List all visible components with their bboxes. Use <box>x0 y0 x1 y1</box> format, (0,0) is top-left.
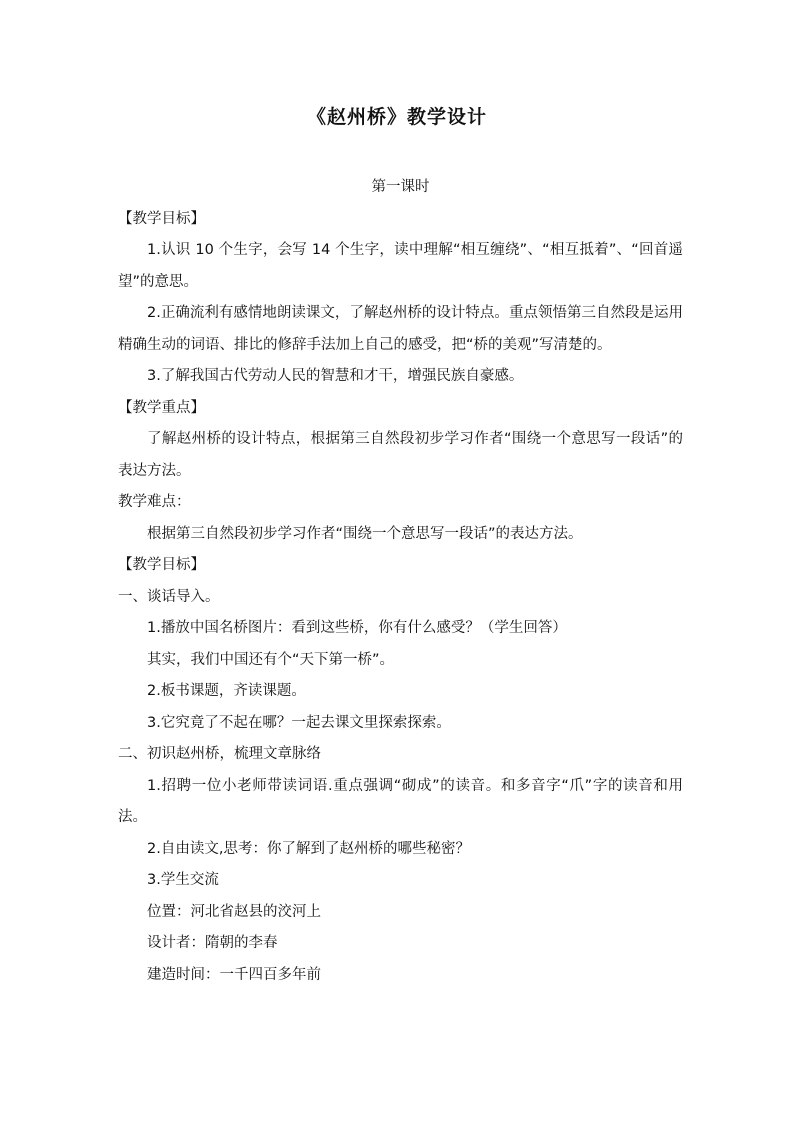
step-item: 1.招聘一位小老师带读词语.重点强调“砌成”的读音。和多音字“爪”字的读音和用法。 <box>118 777 683 825</box>
goal-item: 1.认识 10 个生字，会写 14 个生字，读中理解“相互缠绕”、“相互抵着”、“回首遥望”的意思。 <box>118 242 683 290</box>
section-heading: 二、初识赵州桥，梳理文章脉络 <box>118 746 321 762</box>
fact-designer: 设计者：隋朝的李春 <box>147 935 278 951</box>
step-item: 1.播放中国名桥图片：看到这些桥，你有什么感受？（学生回答） <box>147 620 567 636</box>
key-points-text: 了解赵州桥的设计特点，根据第三自然段初步学习作者“围绕一个意思写一段话”的表达方法。 <box>118 431 683 479</box>
fact-built-time: 建造时间：一千四百多年前 <box>147 966 321 983</box>
step-item: 2.板书课题，齐读课题。 <box>147 683 306 699</box>
document-body <box>118 172 683 991</box>
step-item: 2.自由读文,思考：你了解到了赵州桥的哪些秘密？ <box>147 840 470 857</box>
goal-item: 2.正确流利有感情地朗读课文，了解赵州桥的设计特点。重点领悟第三自然段是运用精确生动的词语、排比的修辞手法加上自己的感受，把“桥的美观”写清楚的。 <box>118 305 683 353</box>
step-item: 3.学生交流 <box>147 872 219 888</box>
fact-location: 位置：河北省赵县的洨河上 <box>147 903 321 920</box>
step-item: 3.它究竟了不起在哪？一起去课文里探索探索。 <box>147 714 451 731</box>
difficulty-heading: 教学难点： <box>118 494 191 510</box>
lesson-subtitle: 第一课时 <box>371 179 430 195</box>
step-item: 其实，我们中国还有个“天下第一桥”。 <box>147 651 395 668</box>
difficulty-text: 根据第三自然段初步学习作者“围绕一个意思写一段话”的表达方法。 <box>147 525 583 542</box>
key-points-heading: 【教学重点】 <box>118 399 205 416</box>
goals-heading: 【教学目标】 <box>118 210 205 227</box>
page-title: 《赵州桥》教学设计 <box>306 106 487 128</box>
process-heading: 【教学目标】 <box>118 557 205 573</box>
goal-item: 3.了解我国古代劳动人民的智慧和才干，增强民族自豪感。 <box>147 368 524 384</box>
section-heading: 一、谈话导入。 <box>118 588 220 605</box>
